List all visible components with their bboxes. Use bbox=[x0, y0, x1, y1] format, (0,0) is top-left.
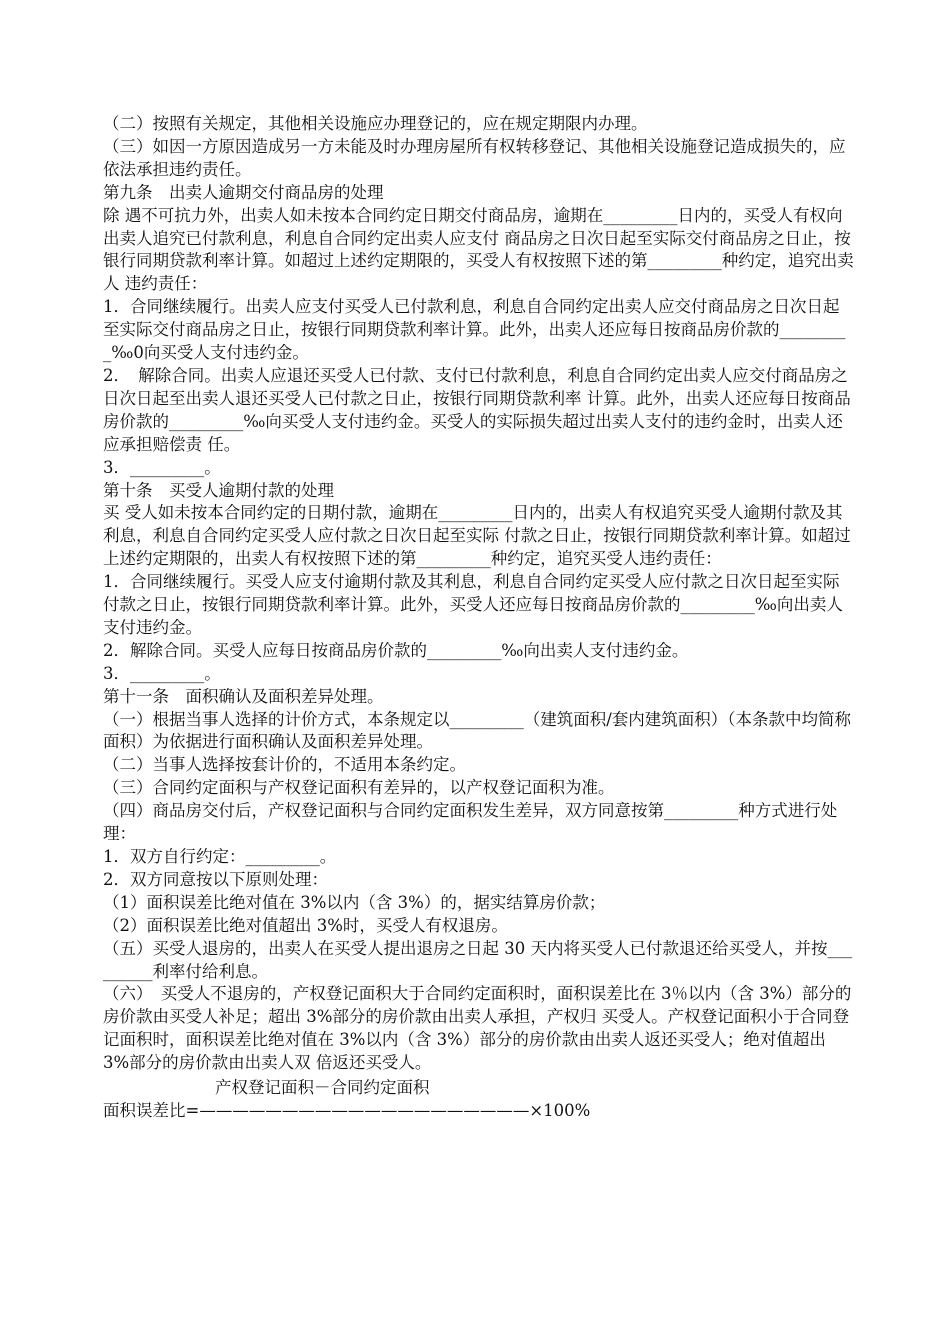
clause-11-item-6: （六） 买受人不退房的，产权登记面积大于合同约定面积时，面积误差比在 3％以内（含 3%）部分的房价款由买受人补足；超出 3%部分的房价款由出卖人承担，产权归 买受人。产权登记面积小于合同登记面积时，面积误差比绝对值在 3%以内（含 3%）部分的房价款由出卖人返还买受人；绝对值超出 3%部分的房价款由出卖人双 倍返还买受人。 bbox=[103, 984, 852, 1073]
clause-9-option-2: 2． 解除合同。出卖人应退还买受人已付款、支付已付款利息，利息自合同约定出卖人应交付商品房之日次日起至出卖人退还买受人已付款之日止，按银行同期贷款利率 计算。此外，出卖人还应每日按商品房价款的_________‰向买受人支付违约金。买受人的实际损失超过出卖人支付的违约金时，出卖人还应承担赔偿责 任。 bbox=[103, 365, 851, 454]
formula-line bbox=[103, 1100, 855, 1123]
formula-prefix: 面积误差比= bbox=[103, 1100, 200, 1120]
clause-9-body: 除 遇不可抗力外，出卖人如未按本合同约定日期交付商品房，逾期在_________日内的，买受人有权向出卖人追究已付款利息，利息自合同约定出卖人应支付 商品房之日次日起至实际交付商品房之日止，按银行同期贷款利率计算。如超过上述约定期限的，买受人有权按照下述的第_________种约定，追究出卖人 违约责任： bbox=[103, 205, 854, 294]
clause-11-item-4: （四）商品房交付后，产权登记面积与合同约定面积发生差异，双方同意按第_________种方式进行处理： bbox=[103, 801, 838, 844]
clause-11-item-2: （二）当事人选择按套计价的，不适用本条约定。 bbox=[103, 755, 466, 775]
clause-9-option-3: 3．_________。 bbox=[103, 457, 221, 477]
formula-suffix: ×100% bbox=[529, 1100, 591, 1120]
clause-11-item-3: （三）合同约定面积与产权登记面积有差异的，以产权登记面积为准。 bbox=[103, 778, 615, 798]
clause-11-item-5: （五）买受人退房的，出卖人在买受人提出退房之日起 30 天内将买受人已付款退还给买受人，并按_________利率付给利息。 bbox=[103, 938, 853, 981]
clause-11-method-2: 2．双方同意按以下原则处理： bbox=[103, 869, 328, 889]
clause-11-rule-2: （2）面积误差比绝对值超出 3%时，买受人有权退房。 bbox=[103, 915, 508, 935]
clause-11-rule-1: （1）面积误差比绝对值在 3%以内（含 3%）的，据实结算房价款； bbox=[103, 892, 606, 912]
clause-11-method-1: 1．双方自行约定：_________。 bbox=[103, 847, 337, 866]
clause-11-heading: 第十一条 面积确认及面积差异处理。 bbox=[103, 686, 384, 706]
clause-10-option-1: 1．合同继续履行。买受人应支付逾期付款及其利息，利息自合同约定买受人应付款之日次日起至实际付款之日止，按银行同期贷款利率计算。此外，买受人还应每日按商品房价款的_________‰向出卖人支付违约金。 bbox=[103, 572, 843, 637]
formula-numerator: 产权登记面积－合同约定面积 bbox=[215, 1078, 430, 1098]
clause-10-option-3: 3．_________。 bbox=[103, 663, 221, 683]
clause-9-option-1: 1．合同继续履行。出卖人应支付买受人已付款利息，利息自合同约定出卖人应交付商品房之日次日起至实际交付商品房之日止，按银行同期贷款利率计算。此外，出卖人还应每日按商品房价款的_________‰0向买受人支付违约金。 bbox=[103, 297, 846, 363]
clause-11-item-1: （一）根据当事人选择的计价方式，本条规定以_________（建筑面积/套内建筑面积）（本条款中均简称面积）为依据进行面积确认及面积差异处理。 bbox=[103, 709, 852, 752]
clause-8-item-3: （三）如因一方原因造成另一方未能及时办理房屋所有权转移登记、其他相关设施登记造成损失的，应依法承担违约责任。 bbox=[103, 136, 846, 179]
clause-9-heading: 第九条 出卖人逾期交付商品房的处理 bbox=[103, 182, 384, 202]
clause-10-heading: 第十条 买受人逾期付款的处理 bbox=[103, 480, 334, 500]
clause-8-item-2: （二）按照有关规定，其他相关设施应办理登记的，应在规定期限内办理。 bbox=[103, 114, 648, 133]
document-body bbox=[103, 113, 855, 1123]
clause-10-body: 买 受人如未按本合同约定的日期付款，逾期在_________日内的，出卖人有权追究买受人逾期付款及其利息，利息自合同约定买受人应付款之日次日起至实际 付款之日止，按银行同期贷款利率计算。如超过上述约定期限的，出卖人有权按照下述的第_________种约定，追究买受人违约责任： bbox=[103, 503, 851, 569]
formula-bar: ———————————————————— bbox=[199, 1100, 530, 1120]
area-error-formula bbox=[103, 1077, 855, 1123]
clause-10-option-2: 2．解除合同。买受人应每日按商品房价款的_________‰向出卖人支付违约金。 bbox=[103, 640, 689, 660]
